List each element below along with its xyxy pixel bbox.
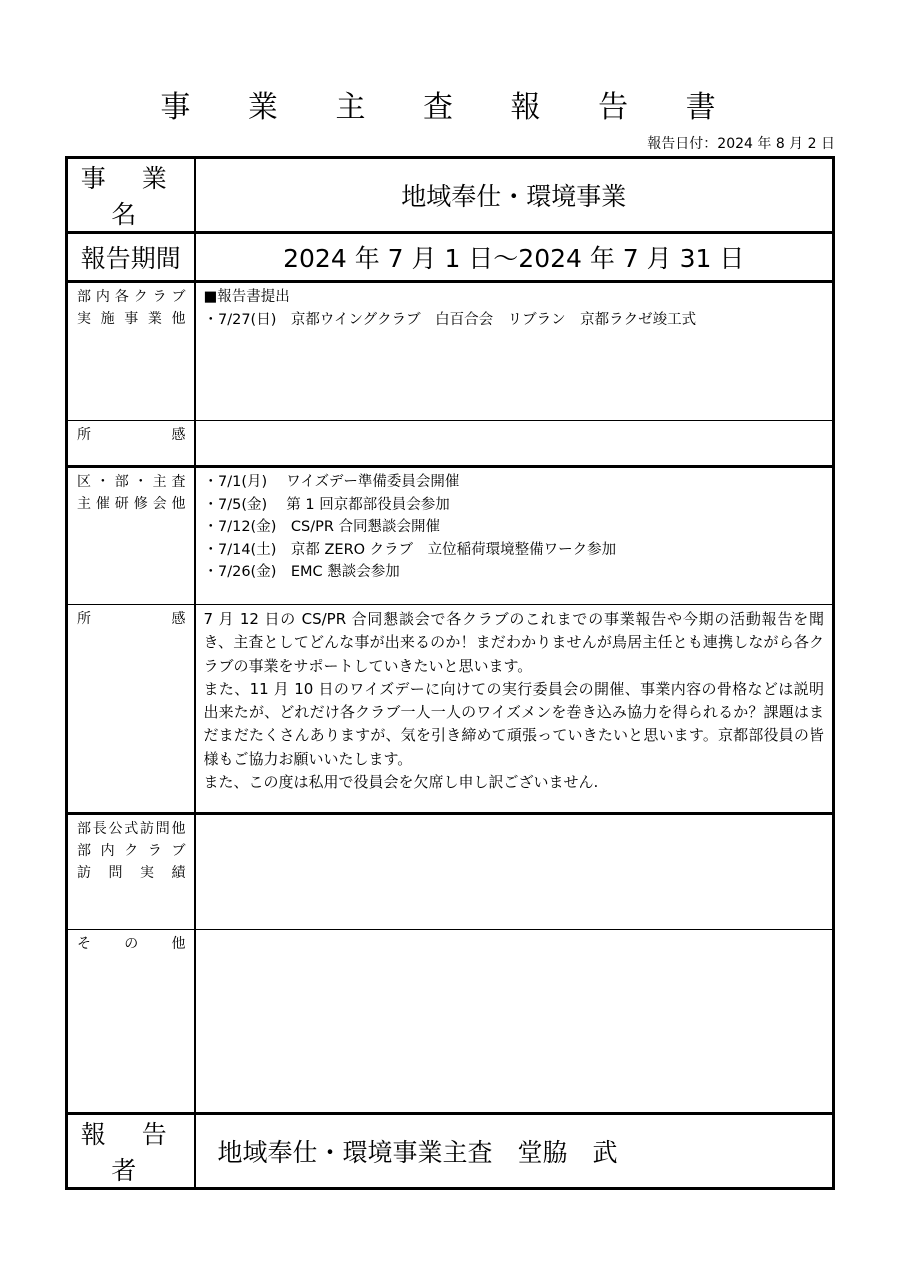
project-label: 事 業 名 — [80, 164, 181, 229]
list-item: ■報告書提出 — [203, 289, 290, 305]
list-item: ・7/26(金) EMC 懇談会参加 — [203, 564, 400, 580]
impression1-label — [67, 421, 195, 467]
club-events-content — [195, 282, 834, 421]
visits-row — [67, 814, 834, 930]
visits-content — [195, 814, 834, 930]
impression1-label-text: 所 感 — [77, 427, 186, 443]
other-label — [67, 930, 195, 1114]
visits-label-line: 部内クラブ — [77, 843, 186, 859]
reporter-value: 地域奉仕・環境事業主査 堂脇 武 — [195, 1114, 834, 1189]
club-events-label — [67, 282, 195, 421]
reporter-row — [67, 1114, 834, 1189]
district-events-label-line: 主催研修会他 — [77, 496, 186, 512]
visits-label — [67, 814, 195, 930]
other-content — [195, 930, 834, 1114]
list-item: ・7/12(金) CS/PR 合同懇談会開催 — [203, 519, 441, 535]
impression-paragraph: 7 月 12 日の CS/PR 合同懇談会で各クラブのこれまでの事業報告や今期の活動報告を聞き、主査としてどんな事が出来るのか！まだわかりませんが鳥居主任とも連携しながら各クラブの事業をサポートしていきたいと思います。 — [203, 610, 824, 675]
list-item: ・7/1(月) ワイズデー準備委員会開催 — [203, 474, 460, 490]
project-row — [67, 158, 834, 233]
period-row — [67, 233, 834, 282]
report-date: 報告日付：2024 年 8 月 2 日 — [647, 136, 835, 152]
impression1-content — [195, 421, 834, 467]
club-events-label-line: 実施事業他 — [77, 311, 186, 327]
impression2-content — [195, 605, 834, 814]
list-item: ・7/14(土) 京都 ZERO クラブ 立位稲荷環境整備ワーク参加 — [203, 541, 617, 558]
visits-label-line: 訪問実績 — [77, 865, 186, 881]
list-item: ・7/27(日) 京都ウイングクラブ 白百合会 リブラン 京都ラクゼ竣工式 — [203, 311, 697, 328]
visits-label-line: 部長公式訪問他 — [77, 821, 186, 837]
document-title: 事 業 主 査 報 告 書 — [160, 90, 740, 125]
impression2-row — [67, 605, 834, 814]
district-events-label-line: 区・部・主査 — [77, 474, 186, 490]
report-table — [65, 156, 835, 1190]
reporter-label: 報 告 者 — [67, 1114, 195, 1189]
impression2-label — [67, 605, 195, 814]
impression-paragraph: また、この度は私用で役員会を欠席し申し訳ございません. — [203, 773, 599, 792]
club-events-label-line: 部内各クラブ — [77, 289, 186, 305]
other-row — [67, 930, 834, 1114]
period-label: 報告期間 — [67, 233, 195, 282]
district-events-row — [67, 467, 834, 605]
project-value: 地域奉仕・環境事業 — [195, 158, 834, 233]
period-value: 2024 年 7 月 1 日～2024 年 7 月 31 日 — [195, 233, 834, 282]
impression2-label-text: 所 感 — [77, 611, 186, 627]
impression1-row — [67, 421, 834, 467]
district-events-label — [67, 467, 195, 605]
impression-paragraph: また、11 月 10 日のワイズデーに向けての実行委員会の開催、事業内容の骨格などは説明出来たが、どれだけ各クラブ一人一人のワイズメンを巻き込み協力を得られるか？課題はまだまだたくさんありますが、気を引き締めて頑張っていきたいと思います。京都部役員の皆様もご協力お願いいたします。 — [203, 679, 824, 768]
district-events-content — [195, 467, 834, 605]
other-label-text: そ の 他 — [77, 936, 186, 952]
list-item: ・7/5(金) 第 1 回京都部役員会参加 — [203, 496, 450, 513]
club-events-row — [67, 282, 834, 421]
